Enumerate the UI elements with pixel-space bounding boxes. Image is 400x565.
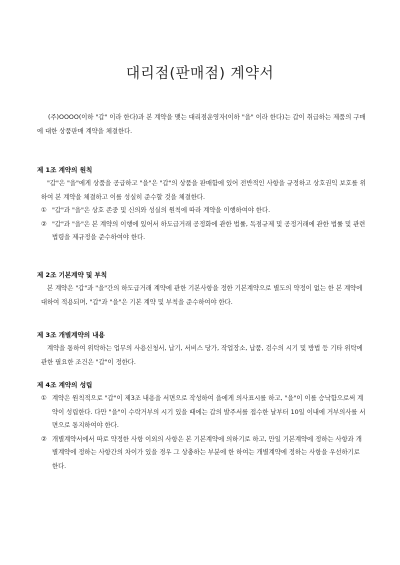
article-1-item-1: [37, 204, 367, 218]
article-3: [37, 329, 367, 369]
article-2-body: [37, 282, 367, 309]
article-2-heading: 제 2조 기본계약 및 부칙: [37, 271, 108, 279]
intro-paragraph: [37, 111, 367, 138]
article-1-body: [37, 177, 367, 204]
article-3-body: [37, 342, 367, 369]
article-2-text: 본 계약은 "갑"과 "을"간의 하도급거래 계약에 관한 기본사항을 정한 기본계약으로 별도의 약정이 없는 한 본 계약에 대하여 적용되며, "갑"과 "을"은 기본 계약 및 부칙을 준수하여야 한다.: [41, 285, 363, 306]
article-1-item-2: [37, 218, 367, 245]
article-1-heading: 제 1조 계약의 원칙: [37, 166, 93, 174]
document-title: 대리점(판매점) 계약서: [126, 66, 274, 82]
item-number: ①: [41, 395, 47, 402]
item-number: ②: [41, 435, 47, 443]
item-number: ②: [41, 220, 47, 228]
article-4-item-2: [37, 433, 367, 474]
article-1: [37, 164, 367, 245]
item-text: 계약은 원칙적으로 "갑"이 제3조 내용을 서면으로 작성하여 을에게 의사표시를 하고, "을"이 이를 승낙함으로써 계약이 성립한다. 다만 "을"이 수락거부의 시기 있을 때에는 갑의 발주서를 접수한 날부터 10일 이내에 거부의사를 서면으로 통지하여야 한다.: [52, 395, 366, 430]
article-4-item-1: [37, 392, 367, 433]
item-number: ①: [41, 207, 47, 215]
article-1-text: "갑"은 "을"에게 상품을 공급하고 "을"은 "갑"의 상품을 판매함에 있어 전반적인 사항을 규정하고 상호권익 보호를 위하여 본 계약을 체결하고 이를 성실히 준수할 것을 체결한다.: [41, 180, 366, 201]
article-3-text: 계약을 통하여 위탁하는 업무의 사용신청서, 납기, 서비스 당가, 작업장소, 납품, 검수의 시기 및 방법 등 기타 위탁에 관한 필요한 조건은 "갑"이 정한다.: [41, 345, 363, 366]
intro-text: (주)OOOO(이하 "갑" 이라 한다)과 본 계약을 맺는 대리점운영자(이하 "을" 이라 한다)는 갑이 취급하는 제품의 구매에 대한 상품판매 계약을 체결한다.: [37, 114, 366, 135]
article-2: [37, 269, 367, 309]
article-3-heading: 제 3조 개별계약의 내용: [37, 331, 105, 339]
item-text: 개별계약서에서 따로 약정한 사항 이외의 사항은 본 기본계약에 의하기로 하고, 만일 기본계약에 정하는 사항과 개별계약에 정하는 사항간의 차이가 있을 경우 그 상충하는 부분에 한 하여는 개별계약에 정하는 사항을 우선하기로 한다.: [52, 435, 362, 470]
article-4: [37, 379, 367, 474]
item-text: "갑"과 "을"은 상호 존중 및 신의와 성실의 원칙에 따라 계약을 이행하여야 한다.: [52, 207, 271, 215]
article-4-heading: 제 4조 계약의 성립: [37, 381, 93, 389]
item-text: "갑"과 "을"은 본 계약의 이행에 있어서 하도급거래 공정화에 관한 법률, 독점규제 및 공정거래에 관한 법률 및 관련 법령을 제규정을 준수하여야 한다.: [52, 220, 366, 242]
